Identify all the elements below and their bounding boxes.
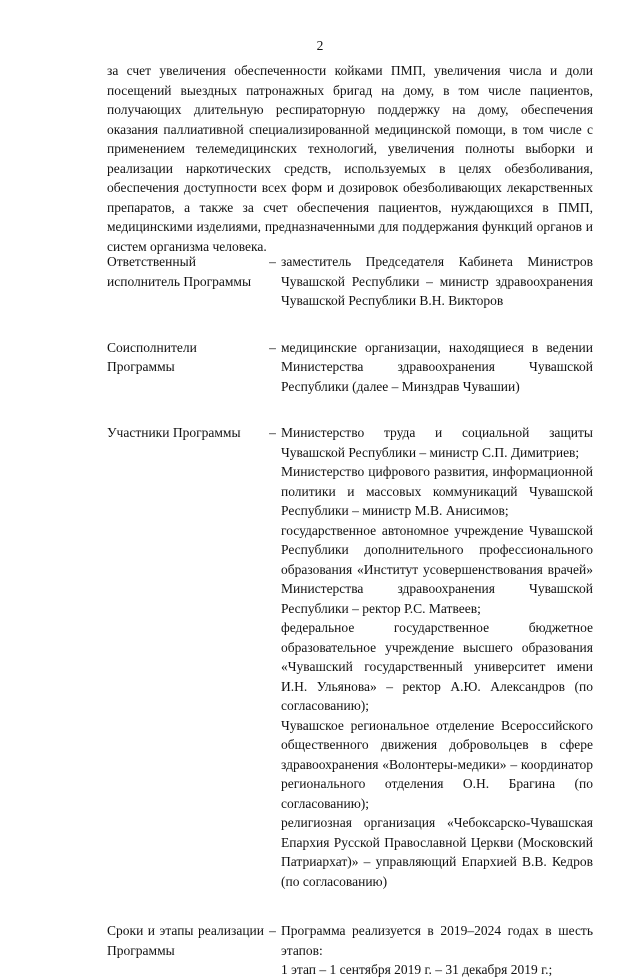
participant-volunteers: Чувашское региональное отделение Всероссийского общественного движения добровольцев в сфере здравоохранения «Волонтеры-медики» – координатор регионального отделения О.Н. Брагина (по согласованию); [281, 717, 593, 811]
row-label: Участники Программы [107, 425, 241, 440]
row-dash: – [269, 254, 276, 269]
participant-labor-ministry: Министерство труда и социальной защиты Чувашской Республики – министр С.П. Димитриев; [281, 425, 593, 460]
participant-university: федеральное государственное бюджетное образовательное учреждение высшего образования «Чувашский государственный университет имени И.Н. Ульянова» – ректор А.Ю. Александров (по согласованию); [281, 620, 593, 713]
row-value-line: Программа реализуется в 2019–2024 годах в шесть этапов: [281, 923, 593, 958]
participant-eparchy: религиозная организация «Чебоксарско-Чувашская Епархия Русской Православной Церкви (Московский Патриархат)» – управляющий Епархией В.В. Кедров (по согласованию) [281, 815, 593, 889]
passport-row-responsible-executor [107, 252, 593, 311]
row-value-line: медицинские организации, находящиеся в ведении Министерства здравоохранения Чувашской Республики (далее – Минздрав Чувашии) [281, 339, 593, 394]
row-value [281, 423, 593, 891]
row-value [281, 921, 593, 980]
row-value [281, 252, 593, 311]
row-dash: – [269, 425, 276, 440]
participant-digital-ministry: Министерство цифрового развития, информационной политики и массовых коммуникаций Чувашской Республики – министр М.В. Анисимов; [281, 464, 593, 518]
passport-row-timeline [107, 921, 593, 980]
row-dash: – [269, 923, 276, 938]
page-number: 2 [316, 38, 324, 53]
row-value-line: заместитель Председателя Кабинета Министров Чувашской Республики – министр здравоохранения Чувашской Республики В.Н. Викторов [281, 254, 593, 308]
passport-row-participants [107, 423, 593, 891]
row-label: Сроки и этапы реализации Программы [107, 923, 264, 958]
row-label: Ответственный исполнитель Программы [107, 254, 252, 289]
row-value [281, 338, 593, 397]
row-dash: – [269, 339, 276, 355]
passport-row-co-executors [107, 338, 593, 397]
row-label: Соисполнители Программы [107, 339, 197, 374]
program-passport [107, 252, 593, 980]
row-value-line: 1 этап – 1 сентября 2019 г. – 31 декабря 2019 г.; [281, 962, 553, 977]
intro-paragraph: за счет увеличения обеспеченности койками ПМП, увеличения числа и доли посещений выездных патронажных бригад на дому, в том числе пациентов, получающих длительную респираторную поддержку на дому, обеспечения оказания паллиативной специализированной медицинской помощи, в том числе с применением телемедицинских технологий, увеличения полноты выборки и реализации наркотических средств, используемых в целях обезболивания, обеспечения доступности всех форм и дозировок обезболивающих лекарственных препаратов, а также за счет обеспечения пациентов, нуждающихся в ПМП, медицинскими изделиями, предназначенными для поддержания функций органов и систем организма человека. [107, 63, 593, 254]
participant-doctors-institute: государственное автономное учреждение Чувашской Республики дополнительного профессионального образования «Институт усовершенствования врачей» Министерства здравоохранения Чувашской Республики – ректор Р.С. Матвеев; [281, 522, 593, 616]
